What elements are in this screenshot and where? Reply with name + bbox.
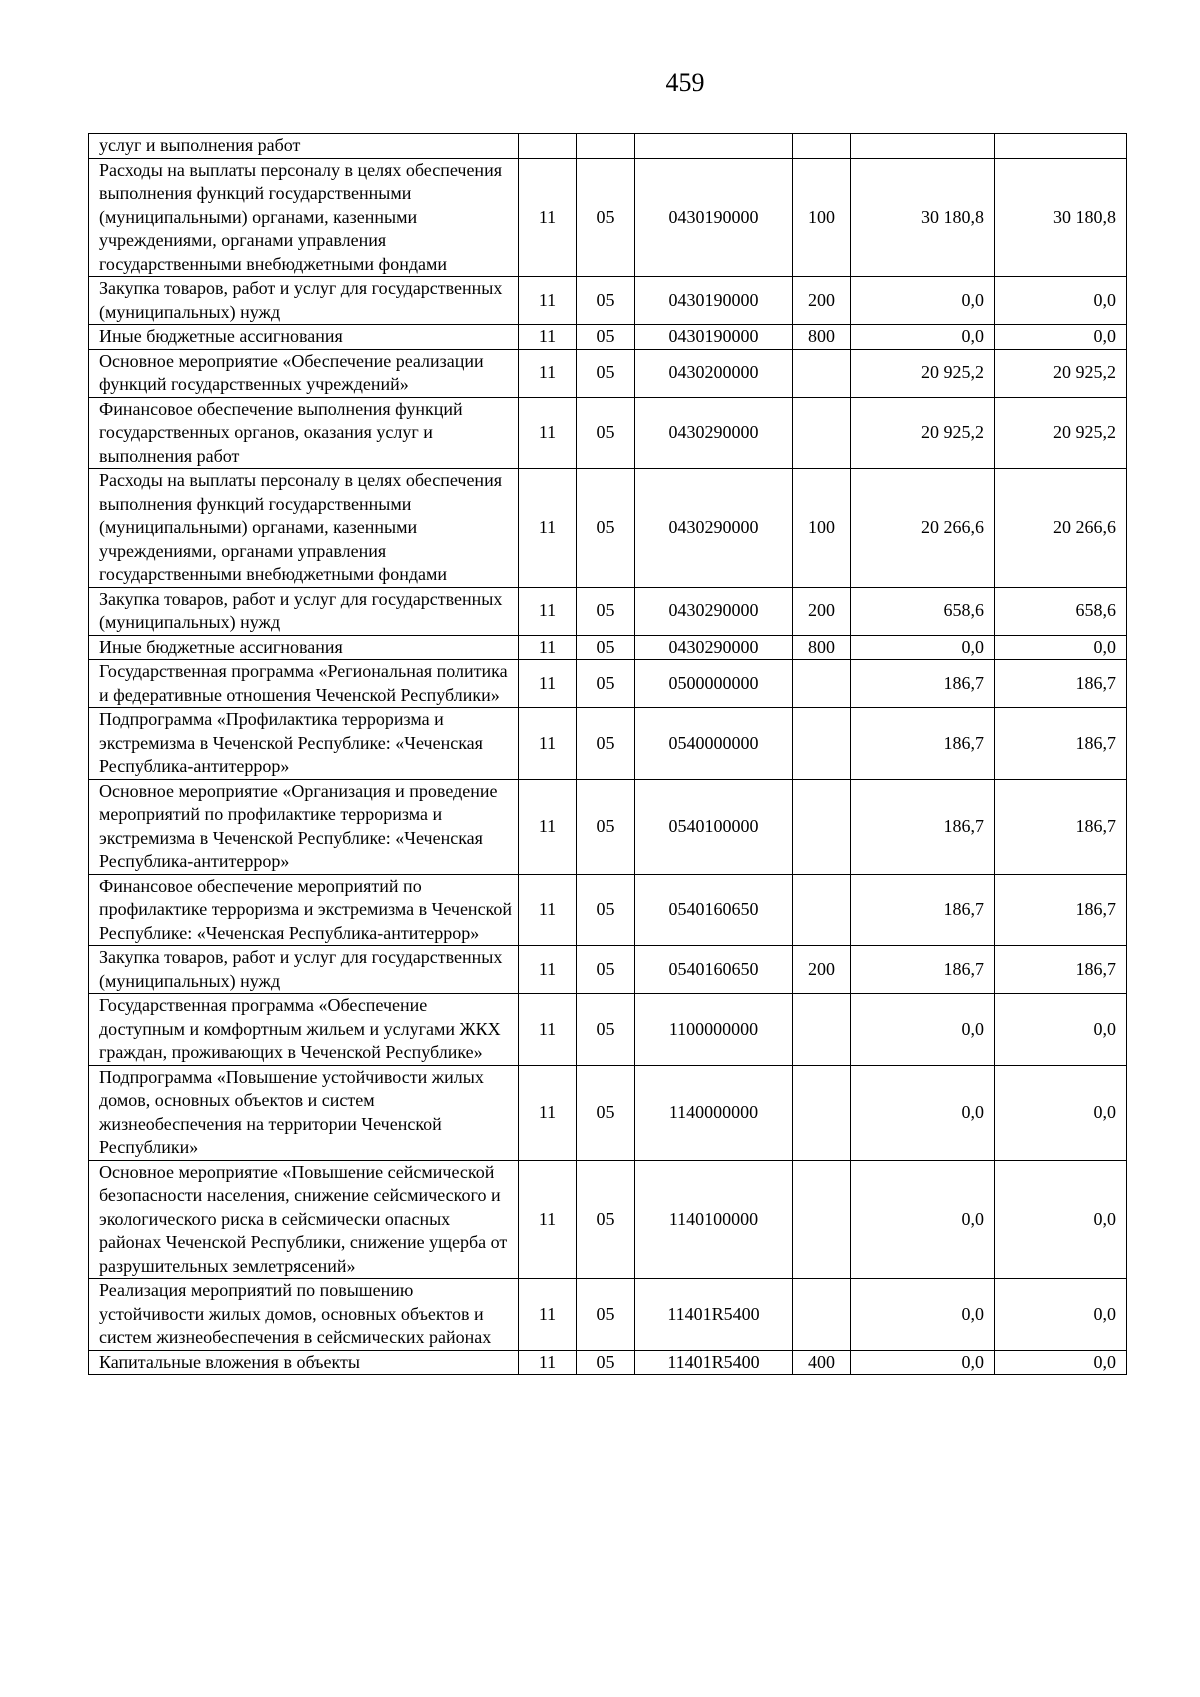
row-expense-type: 100 bbox=[793, 158, 851, 277]
row-target-article: 1140000000 bbox=[635, 1065, 793, 1160]
row-expense-type bbox=[793, 708, 851, 780]
row-expense-type: 200 bbox=[793, 946, 851, 994]
row-section-code: 11 bbox=[519, 1065, 577, 1160]
row-section-code: 11 bbox=[519, 635, 577, 660]
row-target-article: 0430290000 bbox=[635, 635, 793, 660]
row-amount-2: 186,7 bbox=[995, 779, 1127, 874]
row-subsection-code: 05 bbox=[577, 874, 635, 946]
row-section-code bbox=[519, 134, 577, 159]
row-amount-1 bbox=[851, 134, 995, 159]
row-description: Иные бюджетные ассигнования bbox=[89, 635, 519, 660]
row-subsection-code: 05 bbox=[577, 1350, 635, 1375]
row-amount-2: 0,0 bbox=[995, 1160, 1127, 1279]
table-row bbox=[89, 277, 1127, 325]
row-expense-type bbox=[793, 349, 851, 397]
row-amount-2: 186,7 bbox=[995, 874, 1127, 946]
row-target-article: 0540160650 bbox=[635, 874, 793, 946]
row-amount-1: 186,7 bbox=[851, 946, 995, 994]
row-amount-1: 20 925,2 bbox=[851, 397, 995, 469]
row-expense-type: 100 bbox=[793, 469, 851, 588]
row-amount-1: 0,0 bbox=[851, 1350, 995, 1375]
table-row bbox=[89, 779, 1127, 874]
row-description: Финансовое обеспечение мероприятий по профилактике терроризма и экстремизма в Чеченской Республике: «Чеченская Республика-антитеррор» bbox=[89, 874, 519, 946]
row-amount-1: 30 180,8 bbox=[851, 158, 995, 277]
row-target-article: 1140100000 bbox=[635, 1160, 793, 1279]
row-expense-type bbox=[793, 1065, 851, 1160]
row-amount-2: 0,0 bbox=[995, 1350, 1127, 1375]
row-target-article: 0430190000 bbox=[635, 325, 793, 350]
row-section-code: 11 bbox=[519, 1350, 577, 1375]
table-row bbox=[89, 325, 1127, 350]
row-amount-1: 0,0 bbox=[851, 277, 995, 325]
row-amount-2: 0,0 bbox=[995, 277, 1127, 325]
row-section-code: 11 bbox=[519, 158, 577, 277]
row-target-article: 0430200000 bbox=[635, 349, 793, 397]
table-row bbox=[89, 1065, 1127, 1160]
row-amount-1: 658,6 bbox=[851, 587, 995, 635]
row-subsection-code: 05 bbox=[577, 277, 635, 325]
row-target-article: 0430290000 bbox=[635, 397, 793, 469]
table-row bbox=[89, 469, 1127, 588]
row-amount-1: 186,7 bbox=[851, 779, 995, 874]
table-row bbox=[89, 874, 1127, 946]
row-subsection-code: 05 bbox=[577, 635, 635, 660]
row-section-code: 11 bbox=[519, 587, 577, 635]
row-target-article: 0540100000 bbox=[635, 779, 793, 874]
row-amount-1: 0,0 bbox=[851, 1065, 995, 1160]
row-description: Закупка товаров, работ и услуг для государственных (муниципальных) нужд bbox=[89, 946, 519, 994]
row-amount-2: 0,0 bbox=[995, 1065, 1127, 1160]
row-amount-2: 658,6 bbox=[995, 587, 1127, 635]
row-amount-2 bbox=[995, 134, 1127, 159]
row-subsection-code: 05 bbox=[577, 994, 635, 1066]
budget-table bbox=[88, 133, 1127, 1375]
table-row bbox=[89, 635, 1127, 660]
row-section-code: 11 bbox=[519, 708, 577, 780]
row-amount-2: 186,7 bbox=[995, 946, 1127, 994]
row-section-code: 11 bbox=[519, 349, 577, 397]
row-description: услуг и выполнения работ bbox=[89, 134, 519, 159]
row-section-code: 11 bbox=[519, 469, 577, 588]
row-subsection-code: 05 bbox=[577, 469, 635, 588]
row-description: Основное мероприятие «Организация и проведение мероприятий по профилактике терроризма и экстремизма в Чеченской Республике: «Чеченская Республика-антитеррор» bbox=[89, 779, 519, 874]
row-expense-type bbox=[793, 134, 851, 159]
row-amount-2: 0,0 bbox=[995, 1279, 1127, 1351]
row-description: Иные бюджетные ассигнования bbox=[89, 325, 519, 350]
row-expense-type bbox=[793, 397, 851, 469]
row-amount-1: 0,0 bbox=[851, 1160, 995, 1279]
row-subsection-code: 05 bbox=[577, 349, 635, 397]
row-target-article: 0430290000 bbox=[635, 469, 793, 588]
table-row bbox=[89, 1350, 1127, 1375]
table-row bbox=[89, 1279, 1127, 1351]
row-section-code: 11 bbox=[519, 946, 577, 994]
row-description: Расходы на выплаты персоналу в целях обеспечения выполнения функций государственными (муниципальными) органами, казенными учреждениями, органами управления государственными внебюджетными фондами bbox=[89, 469, 519, 588]
row-subsection-code: 05 bbox=[577, 587, 635, 635]
row-target-article: 11401R5400 bbox=[635, 1279, 793, 1351]
row-expense-type bbox=[793, 779, 851, 874]
row-expense-type bbox=[793, 874, 851, 946]
row-section-code: 11 bbox=[519, 779, 577, 874]
row-description: Государственная программа «Региональная политика и федеративные отношения Чеченской Республики» bbox=[89, 660, 519, 708]
row-amount-2: 0,0 bbox=[995, 994, 1127, 1066]
row-expense-type bbox=[793, 660, 851, 708]
table-row bbox=[89, 708, 1127, 780]
row-description: Закупка товаров, работ и услуг для государственных (муниципальных) нужд bbox=[89, 277, 519, 325]
row-description: Капитальные вложения в объекты bbox=[89, 1350, 519, 1375]
table-row bbox=[89, 1160, 1127, 1279]
row-amount-1: 0,0 bbox=[851, 325, 995, 350]
row-amount-2: 20 925,2 bbox=[995, 397, 1127, 469]
row-subsection-code: 05 bbox=[577, 660, 635, 708]
row-amount-1: 20 266,6 bbox=[851, 469, 995, 588]
row-description: Расходы на выплаты персоналу в целях обеспечения выполнения функций государственными (муниципальными) органами, казенными учреждениями, органами управления государственными внебюджетными фондами bbox=[89, 158, 519, 277]
row-subsection-code: 05 bbox=[577, 325, 635, 350]
row-subsection-code: 05 bbox=[577, 1279, 635, 1351]
table-body bbox=[89, 134, 1127, 1375]
row-section-code: 11 bbox=[519, 277, 577, 325]
row-target-article: 0430190000 bbox=[635, 158, 793, 277]
row-subsection-code: 05 bbox=[577, 1065, 635, 1160]
table-row bbox=[89, 994, 1127, 1066]
row-target-article: 1100000000 bbox=[635, 994, 793, 1066]
row-expense-type: 200 bbox=[793, 587, 851, 635]
row-section-code: 11 bbox=[519, 874, 577, 946]
row-subsection-code: 05 bbox=[577, 397, 635, 469]
row-amount-2: 20 266,6 bbox=[995, 469, 1127, 588]
page-number: 459 bbox=[665, 68, 705, 97]
row-target-article bbox=[635, 134, 793, 159]
row-target-article: 0430290000 bbox=[635, 587, 793, 635]
row-subsection-code: 05 bbox=[577, 1160, 635, 1279]
row-target-article: 11401R5400 bbox=[635, 1350, 793, 1375]
row-description: Государственная программа «Обеспечение доступным и комфортным жильем и услугами ЖКХ граждан, проживающих в Чеченской Республике» bbox=[89, 994, 519, 1066]
row-amount-2: 20 925,2 bbox=[995, 349, 1127, 397]
row-target-article: 0540000000 bbox=[635, 708, 793, 780]
row-expense-type bbox=[793, 1160, 851, 1279]
row-description: Реализация мероприятий по повышению устойчивости жилых домов, основных объектов и систем жизнеобеспечения в сейсмических районах bbox=[89, 1279, 519, 1351]
row-expense-type bbox=[793, 1279, 851, 1351]
row-amount-1: 0,0 bbox=[851, 635, 995, 660]
row-subsection-code: 05 bbox=[577, 708, 635, 780]
table-row bbox=[89, 587, 1127, 635]
row-target-article: 0430190000 bbox=[635, 277, 793, 325]
table-row bbox=[89, 349, 1127, 397]
row-section-code: 11 bbox=[519, 660, 577, 708]
row-section-code: 11 bbox=[519, 1160, 577, 1279]
row-expense-type: 800 bbox=[793, 635, 851, 660]
row-expense-type: 800 bbox=[793, 325, 851, 350]
row-amount-2: 0,0 bbox=[995, 325, 1127, 350]
row-amount-2: 30 180,8 bbox=[995, 158, 1127, 277]
row-description: Основное мероприятие «Повышение сейсмической безопасности населения, снижение сейсмического и экологического риска в сейсмически опасных районах Чеченской Республики, снижение ущерба от разрушительных землетрясений» bbox=[89, 1160, 519, 1279]
row-description: Закупка товаров, работ и услуг для государственных (муниципальных) нужд bbox=[89, 587, 519, 635]
row-amount-2: 0,0 bbox=[995, 635, 1127, 660]
row-subsection-code: 05 bbox=[577, 158, 635, 277]
row-expense-type: 400 bbox=[793, 1350, 851, 1375]
row-subsection-code bbox=[577, 134, 635, 159]
row-target-article: 0500000000 bbox=[635, 660, 793, 708]
row-subsection-code: 05 bbox=[577, 946, 635, 994]
row-expense-type: 200 bbox=[793, 277, 851, 325]
row-section-code: 11 bbox=[519, 1279, 577, 1351]
row-description: Подпрограмма «Повышение устойчивости жилых домов, основных объектов и систем жизнеобеспечения на территории Чеченской Республики» bbox=[89, 1065, 519, 1160]
row-section-code: 11 bbox=[519, 994, 577, 1066]
row-amount-1: 0,0 bbox=[851, 1279, 995, 1351]
row-section-code: 11 bbox=[519, 325, 577, 350]
row-expense-type bbox=[793, 994, 851, 1066]
row-amount-2: 186,7 bbox=[995, 708, 1127, 780]
row-amount-1: 186,7 bbox=[851, 660, 995, 708]
row-amount-1: 186,7 bbox=[851, 708, 995, 780]
table-row bbox=[89, 660, 1127, 708]
row-description: Подпрограмма «Профилактика терроризма и экстремизма в Чеченской Республике: «Чеченская Республика-антитеррор» bbox=[89, 708, 519, 780]
row-target-article: 0540160650 bbox=[635, 946, 793, 994]
table-row bbox=[89, 158, 1127, 277]
table-row bbox=[89, 134, 1127, 159]
row-section-code: 11 bbox=[519, 397, 577, 469]
row-amount-1: 0,0 bbox=[851, 994, 995, 1066]
table-row bbox=[89, 397, 1127, 469]
row-amount-1: 186,7 bbox=[851, 874, 995, 946]
row-description: Финансовое обеспечение выполнения функций государственных органов, оказания услуг и выполнения работ bbox=[89, 397, 519, 469]
row-description: Основное мероприятие «Обеспечение реализации функций государственных учреждений» bbox=[89, 349, 519, 397]
row-subsection-code: 05 bbox=[577, 779, 635, 874]
table-row bbox=[89, 946, 1127, 994]
row-amount-1: 20 925,2 bbox=[851, 349, 995, 397]
row-amount-2: 186,7 bbox=[995, 660, 1127, 708]
